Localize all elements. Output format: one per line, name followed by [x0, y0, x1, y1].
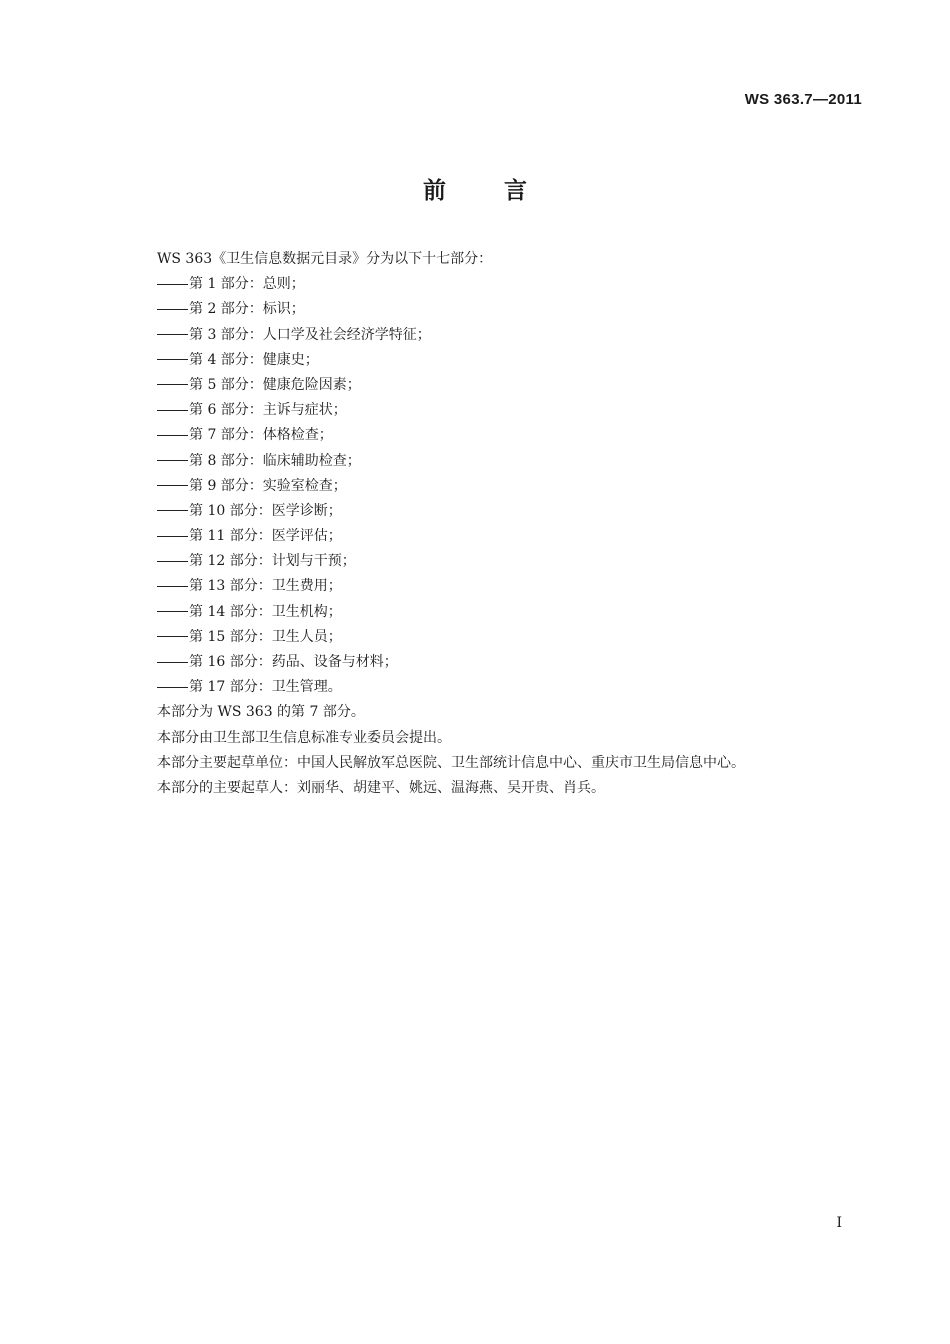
part-item: 第 9 部分：实验室检查； [157, 474, 857, 499]
part-item: 第 6 部分：主诉与症状； [157, 398, 857, 423]
em-dash [157, 284, 188, 285]
em-dash [157, 309, 188, 310]
part-item: 第 10 部分：医学诊断； [157, 499, 857, 524]
page-title: 前言 [423, 178, 585, 204]
em-dash [157, 460, 188, 461]
part-item: 第 3 部分：人口学及社会经济学特征； [157, 323, 857, 348]
foreword-body [157, 247, 857, 801]
em-dash [157, 662, 188, 663]
em-dash [157, 334, 188, 335]
part-item: 第 1 部分：总则； [157, 272, 857, 297]
part-item: 第 15 部分：卫生人员； [157, 625, 857, 650]
em-dash [157, 384, 188, 385]
em-dash [157, 435, 188, 436]
statement-drafters: 本部分的主要起草人：刘丽华、胡建平、姚远、温海燕、吴开贵、肖兵。 [157, 779, 605, 796]
em-dash [157, 510, 188, 511]
part-item: 第 13 部分：卫生费用； [157, 574, 857, 599]
part-item: 第 11 部分：医学评估； [157, 524, 857, 549]
part-item: 第 8 部分：临床辅助检查； [157, 449, 857, 474]
part-item: 第 16 部分：药品、设备与材料； [157, 650, 857, 675]
em-dash [157, 561, 188, 562]
em-dash [157, 485, 188, 486]
em-dash [157, 636, 188, 637]
part-item: 第 17 部分：卫生管理。 [157, 675, 857, 700]
part-item: 第 14 部分：卫生机构； [157, 600, 857, 625]
part-item: 第 12 部分：计划与干预； [157, 549, 857, 574]
em-dash [157, 410, 188, 411]
em-dash [157, 687, 188, 688]
page-number: I [836, 1215, 842, 1231]
em-dash [157, 611, 188, 612]
intro-text: WS 363《卫生信息数据元目录》分为以下十七部分： [157, 251, 493, 267]
em-dash [157, 536, 188, 537]
em-dash [157, 586, 188, 587]
part-item: 第 7 部分：体格检查； [157, 423, 857, 448]
statement-drafting-units: 本部分主要起草单位：中国人民解放军总医院、卫生部统计信息中心、重庆市卫生局信息中心。 [157, 754, 745, 771]
statement-proposer: 本部分由卫生部卫生信息标准专业委员会提出。 [157, 729, 451, 746]
part-item: 第 2 部分：标识； [157, 297, 857, 322]
statement-part-number: 本部分为 WS 363 的第 7 部分。 [157, 704, 365, 721]
part-item: 第 4 部分：健康史； [157, 348, 857, 373]
standard-code: WS 363.7—2011 [744, 91, 862, 108]
part-item: 第 5 部分：健康危险因素； [157, 373, 857, 398]
em-dash [157, 359, 188, 360]
